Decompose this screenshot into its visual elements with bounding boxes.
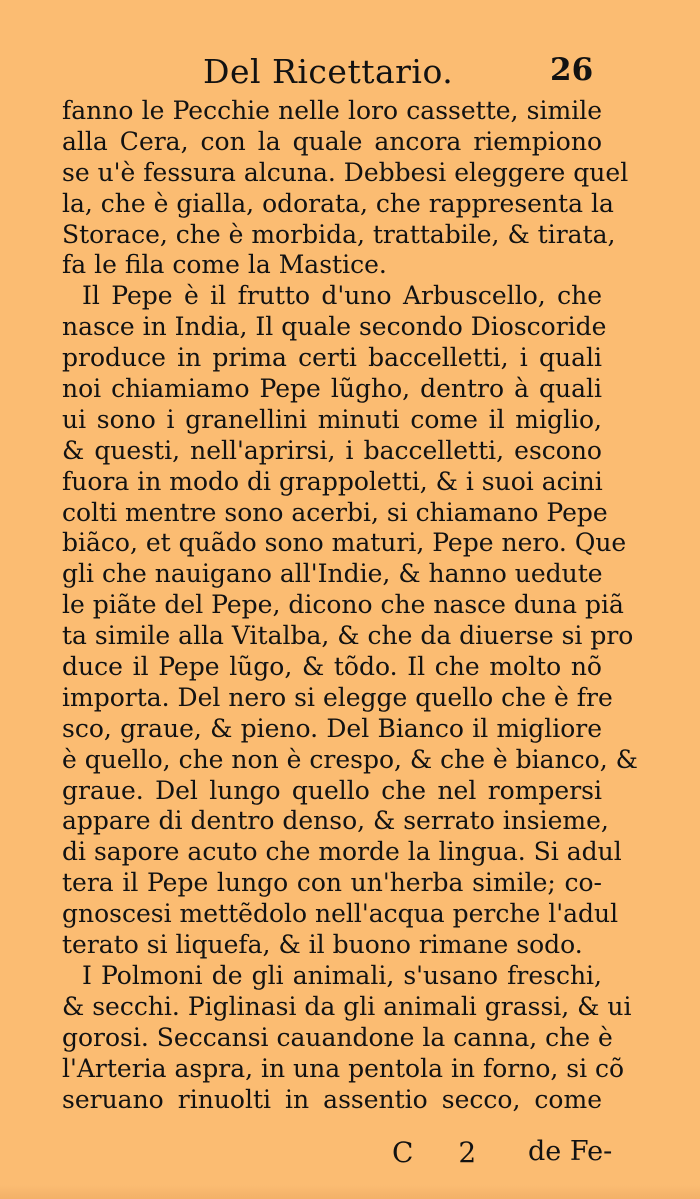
text-line: tera il Pepe lungo con un'herba simile; co- [62,868,602,898]
text-line: alla Cera, con la quale ancora riempiono [62,126,602,156]
text-line: la, che è gialla, odorata, che rappresenta la [62,188,614,218]
text-line: fa le fila come la Mastice. [62,250,387,280]
page-footer [0,1136,700,1172]
text-line: se u'è fessura alcuna. Debbesi eleggere quel [62,157,629,187]
text-line: gorosi. Seccansi cauandone la canna, che è [62,1022,613,1052]
text-line: duce il Pepe lũgo, & tõdo. Il che molto nõ [62,652,602,682]
text-line: di sapore acuto che morde la lingua. Si adul [62,837,622,867]
page-header [0,46,700,102]
text-line: fanno le Pecchie nelle loro cassette, simile [62,96,602,125]
text-line: fuora in modo di grappoletti, & i suoi acini [62,466,603,496]
body-text [62,96,638,1115]
text-line: biãco, et quãdo sono maturi, Pepe nero. Que [62,528,627,558]
text-line: ta simile alla Vitalba, & che da diuerse si pro [62,621,634,651]
catchword: de Fe- [528,1136,613,1167]
text-line: colti mentre sono acerbi, si chiamano Pepe [62,497,608,527]
text-line: terato si liquefa, & il buono rimane sodo. [62,930,583,960]
paragraph-start-line: Il Pepe è il frutto d'uno Arbuscello, che [82,281,602,311]
page-number: 26 [550,52,594,88]
text-line: noi chiamiamo Pepe lũgho, dentro à quali [62,374,602,404]
text-line: & secchi. Piglinasi da gli animali grassi, & ui [62,991,632,1021]
text-line: produce in prima certi baccelletti, i quali [62,343,602,373]
text-line: le piãte del Pepe, dicono che nasce duna piã [62,590,624,620]
page-edge [0,1185,700,1199]
text-line: nasce in India, Il quale secondo Dioscoride [62,312,607,342]
text-line: gnoscesi mettẽdolo nell'acqua perche l'adul [62,899,619,929]
text-line: graue. Del lungo quello che nel rompersi [62,775,602,805]
paragraph-start-line: I Polmoni de gli animali, s'usano freschi, [82,960,602,990]
text-line: appare di dentro denso, & serrato insieme, [62,806,609,836]
signature-mark: C 2 [392,1136,495,1169]
text-line: è quello, che non è crespo, & che è bianco, & [62,744,638,774]
text-line: sco, graue, & pieno. Del Bianco il migliore [62,713,602,743]
text-line: seruano rinuolti in assentio secco, come [62,1084,602,1114]
text-line: l'Arteria aspra, in una pentola in forno, si cõ [62,1053,625,1083]
text-line: importa. Del nero si elegge quello che è fre [62,682,613,712]
text-line: Storace, che è morbida, trattabile, & tirata, [62,219,616,249]
text-line: gli che nauigano all'Indie, & hanno uedute [62,559,603,589]
text-line: & questi, nell'aprirsi, i baccelletti, escono [62,435,602,465]
running-title: Del Ricettario. [203,52,454,91]
text-line: ui sono i granellini minuti come il miglio, [62,404,602,434]
